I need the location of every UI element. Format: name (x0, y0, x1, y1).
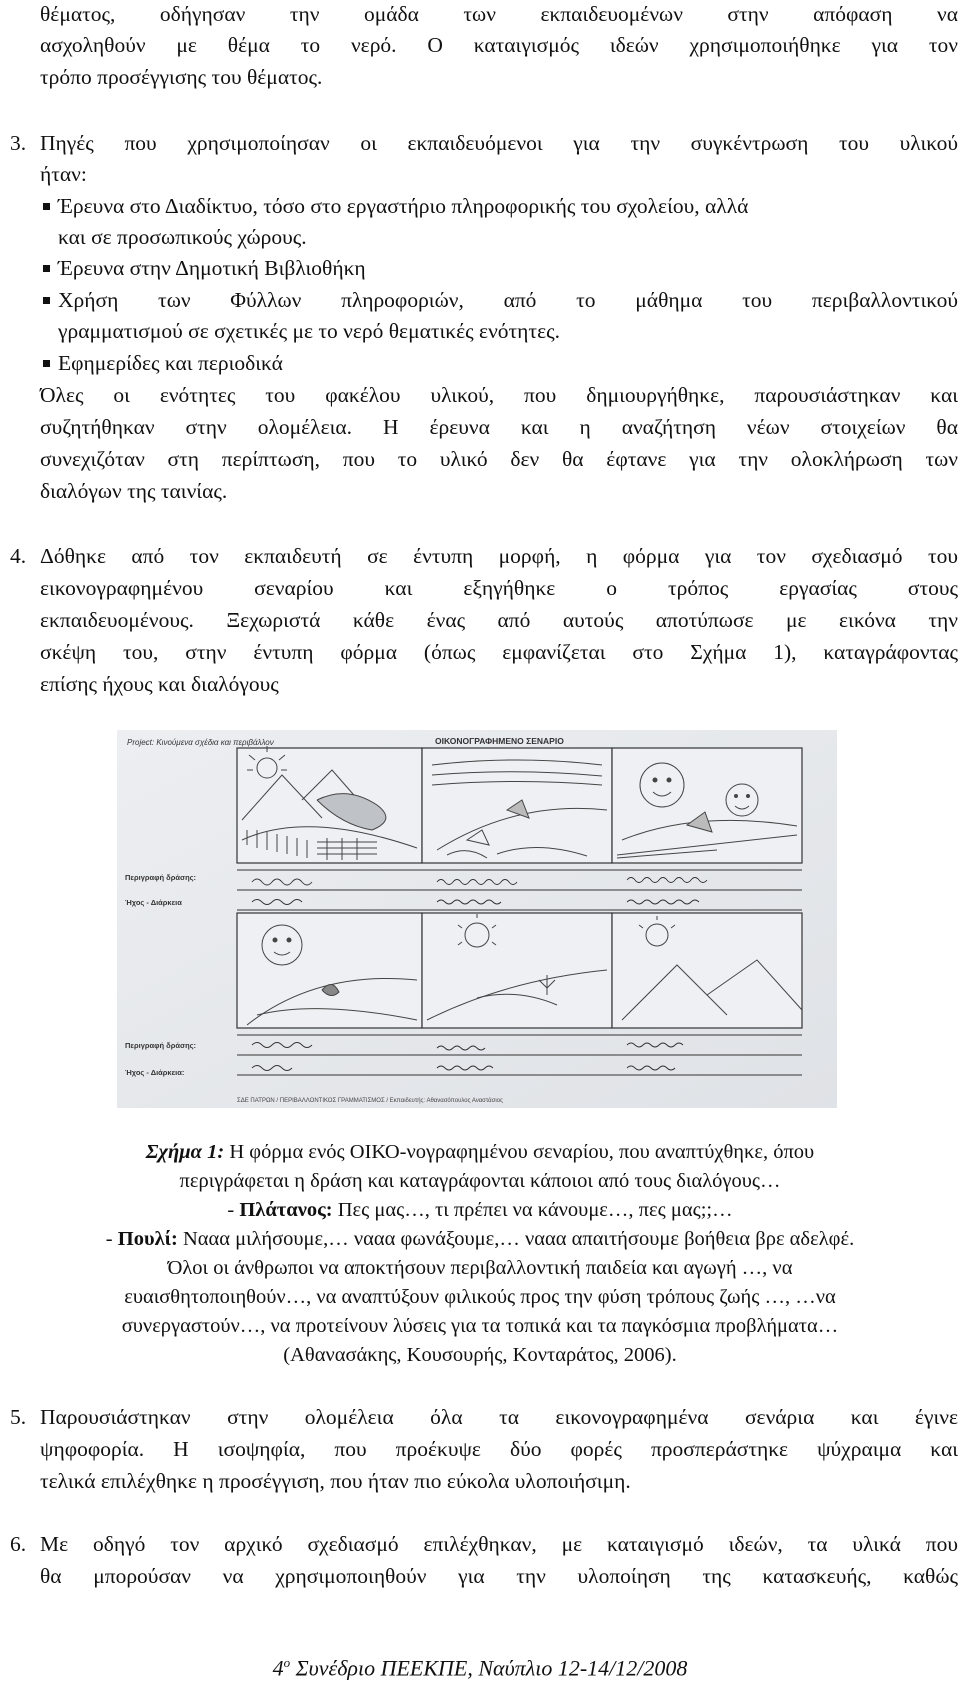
row-label-action: Περιγραφή δράσης: (125, 873, 197, 882)
list-number: 3. (10, 131, 27, 155)
list-number: 4. (10, 544, 27, 568)
paragraph-line: Πηγές που χρησιμοποίησαν οι εκπαιδευόμενοι για την συγκέντρωση του υλικού (40, 131, 958, 155)
paragraph-line: θέματος, οδήγησαν την ομάδα των εκπαιδευομένων στην απόφαση να (40, 2, 958, 26)
bullet-item-continuation: και σε προσωπικούς χώρους. (58, 225, 307, 249)
paragraph-line: Με οδηγό τον αρχικό σχεδιασμό επιλέχθηκαν, με καταιγισμό ιδεών, τα υλικά που (40, 1532, 958, 1556)
list-number: 6. (10, 1532, 27, 1556)
caption-citation: (Αθανασάκης, Κουσουρής, Κονταράτος, 2006). (283, 1344, 677, 1366)
bullet-square-icon (43, 203, 50, 210)
bullet-square-icon (43, 265, 50, 272)
paragraph-line: ψηφοφορία. Η ισοψηφία, που προέκυψε δύο φορές προσπεράστηκε ψύχραιμα και (40, 1437, 958, 1461)
page-footer: $4^o$ Συνέδριο ΠΕΕΚΠΕ, Ναύπλιο 12-14/12/2008 (272, 1655, 688, 1681)
bullet-item: Έρευνα στο Διαδίκτυο, τόσο στο εργαστήριο πληροφορικής του σχολείου, αλλά (58, 192, 748, 220)
bullet-item-continuation: γραμματισμού σε σχετικές με το νερό θεματικές ενότητες. (58, 319, 560, 343)
row-label-action: Περιγραφή δράσης: (125, 1041, 197, 1050)
paragraph-line: ήταν: (40, 162, 87, 186)
paragraph-line: επίσης ήχους και διαλόγους (40, 672, 279, 696)
paragraph-line: Παρουσιάστηκαν στην ολομέλεια όλα τα εικονογραφημένα σενάρια και έγινε (40, 1405, 958, 1429)
list-number: 5. (10, 1405, 27, 1429)
bullet-item: Χρήση των Φύλλων πληροφοριών, από το μάθημα του περιβαλλοντικού (58, 286, 958, 314)
bullet-item: Έρευνα στην Δημοτική Βιβλιοθήκη (58, 254, 366, 282)
row-label-sound: Ήχος - Διάρκεια: (125, 1068, 185, 1077)
bullet-item: Εφημερίδες και περιοδικά (58, 349, 283, 377)
paragraph-line: συζητήθηκαν στην ολομέλεια. Η έρευνα και η αναζήτηση νέων στοιχείων θα (40, 415, 958, 439)
figure-caption-line2: περιγράφεται η δράση και καταγράφονται κάποιοι από τους διαλόγους… (179, 1170, 781, 1192)
paragraph-line: Όλες οι ενότητες του φακέλου υλικού, που δημιουργήθηκε, παρουσιάστηκαν και (40, 383, 958, 407)
paragraph-line: συνεχιζόταν στη περίπτωση, που το υλικό δεν θα έφτανε για την ολοκλήρωση των (40, 447, 958, 471)
bullet-square-icon (43, 360, 50, 367)
caption-line: Όλοι οι άνθρωποι να αποκτήσουν περιβαλλοντική παιδεία και αγωγή …, να (167, 1257, 793, 1279)
paragraph-line: τελικά επιλέχθηκε η προσέγγιση, που ήταν πιο εύκολα υλοποιήσιμη. (40, 1469, 631, 1493)
storyboard-sketch (117, 730, 837, 1108)
paragraph-line: Δόθηκε από τον εκπαιδευτή σε έντυπη μορφή, η φόρμα για τον σχεδιασμό του (40, 544, 958, 568)
row-label-sound: Ήχος - Διάρκεια (125, 898, 182, 907)
figure-title: ΟΙΚΟΝΟΓΡΑΦΗΜΕΝΟ ΣΕΝΑΡΙΟ (435, 736, 564, 746)
caption-line: συνεργαστούν…, να προτείνουν λύσεις για τα τοπικά και τα παγκόσμια προβλήματα… (121, 1315, 839, 1337)
dialogue-platanos: - Πλάτανος: Πες μας…, τι πρέπει να κάνουμε…, πες μας;;… (227, 1199, 733, 1221)
figure-footer-text: ΣΔΕ ΠΑΤΡΩΝ / ΠΕΡΙΒΑΛΛΟΝΤΙΚΟΣ ΓΡΑΜΜΑΤΙΣΜΟΣ / Εκπαιδευτής: Αθανασόπουλος Αναστάσιος (237, 1098, 503, 1104)
dialogue-pouli: - Πουλί: Νααα μιλήσουμε,… νααα φωνάξουμε,… νααα απαιτήσουμε βοήθεια βρε αδελφέ. (105, 1228, 855, 1250)
figure-caption-line1: Σχήμα 1: Η φόρμα ενός ΟΙΚΟ-νογραφημένου σεναρίου, που αναπτύχθηκε, όπου (145, 1141, 815, 1163)
paragraph-line: διαλόγων της ταινίας. (40, 479, 228, 503)
paragraph-line: εικονογραφημένου σεναρίου και εξηγήθηκε ο τρόπος εργασίας στους (40, 576, 958, 600)
bullet-square-icon (43, 297, 50, 304)
figure-project-label: Project: Κινούμενα σχέδια και περιβάλλον (127, 738, 274, 747)
caption-line: ευαισθητοποιηθούν…, να αναπτύξουν φιλικούς προς την φύση τρόπους ζωής …, …να (124, 1286, 836, 1308)
paragraph-line: ασχοληθούν με θέμα το νερό. Ο καταιγισμός ιδεών χρησιμοποιήθηκε για τον (40, 33, 958, 57)
paragraph-line: θα μπορούσαν να χρησιμοποιηθούν για την υλοποίηση της κατασκευής, καθώς (40, 1564, 958, 1588)
storyboard-figure (117, 730, 837, 1108)
paragraph-line: τρόπο προσέγγισης του θέματος. (40, 65, 323, 89)
paragraph-line: σκέψη του, στην έντυπη φόρμα (όπως εμφανίζεται στο Σχήμα 1), καταγράφοντας (40, 640, 958, 664)
figure-caption-label: Σχήμα 1: (145, 1141, 225, 1163)
paragraph-line: εκπαιδευομένους. Ξεχωριστά κάθε ένας από αυτούς αποτύπωσε με εικόνα την (40, 608, 958, 632)
